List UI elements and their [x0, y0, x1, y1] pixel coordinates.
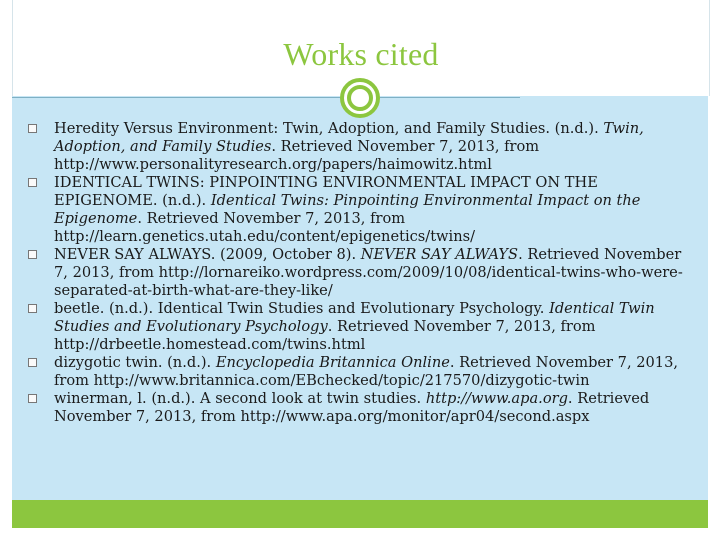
slide-title: Works cited: [283, 36, 439, 72]
reference-text: winerman, l. (n.d.). A second look at twin studies.: [54, 390, 426, 407]
reference-text: Heredity Versus Environment: Twin, Adoption, and Family Studies. (n.d.).: [54, 120, 604, 137]
divider-line-right: [380, 97, 520, 98]
reference-italic: NEVER SAY ALWAYS: [360, 246, 519, 263]
reference-item: [24, 354, 694, 390]
reference-text: . Retrieved November 7, 2013, from http://learn.genetics.utah.edu/content/epigenetics/twins/: [54, 210, 476, 245]
circle-ornament-icon: [340, 78, 380, 118]
reference-italic: http://www.apa.org: [425, 390, 568, 407]
divider-line-left: [12, 97, 340, 98]
reference-text: dizygotic twin. (n.d.).: [54, 354, 216, 371]
reference-italic: Encyclopedia Britannica Online: [215, 354, 450, 371]
square-bullet-icon: [28, 304, 37, 313]
square-bullet-icon: [28, 250, 37, 259]
reference-item: [24, 300, 694, 354]
reference-text: . Retrieved November 7, 2013, from http://www.britannica.com/EBchecked/topic/217570/dizygotic-twin: [54, 354, 679, 389]
reference-text: . Retrieved November 7, 2013, from http://www.apa.org/monitor/apr04/second.aspx: [54, 390, 650, 425]
reference-item: [24, 174, 694, 246]
reference-text: beetle. (n.d.). Identical Twin Studies and Evolutionary Psychology.: [54, 300, 550, 317]
reference-text: . Retrieved November 7, 2013, from http://drbeetle.homestead.com/twins.html: [54, 318, 596, 353]
reference-text: NEVER SAY ALWAYS. (2009, October 8).: [54, 246, 361, 263]
square-bullet-icon: [28, 394, 37, 403]
reference-italic: Twin, Adoption, and Family Studies: [54, 120, 644, 155]
reference-text: . Retrieved November 7, 2013, from http://www.personalityresearch.org/papers/haimowitz.html: [54, 138, 540, 173]
reference-item: [24, 390, 694, 426]
footer-bar: [12, 500, 708, 528]
square-bullet-icon: [28, 178, 37, 187]
reference-text: IDENTICAL TWINS: PINPOINTING ENVIRONMENTAL IMPACT ON THE EPIGENOME. (n.d.).: [54, 174, 598, 209]
reference-italic: Identical Twins: Pinpointing Environmental Impact on the Epigenome: [54, 192, 641, 227]
reference-item: [24, 246, 694, 300]
square-bullet-icon: [28, 124, 37, 133]
square-bullet-icon: [28, 358, 37, 367]
reference-item: [24, 120, 694, 174]
references-list: [24, 120, 694, 426]
reference-italic: Identical Twin Studies and Evolutionary Psychology: [54, 300, 655, 335]
reference-text: . Retrieved November 7, 2013, from http://lornareiko.wordpress.com/2009/10/08/identical-twins-who-were-separated-at-birth-what-are-they-like/: [54, 246, 683, 299]
